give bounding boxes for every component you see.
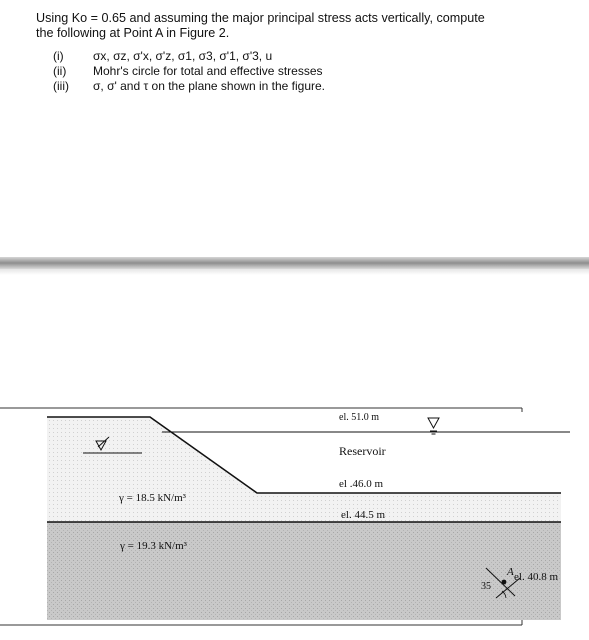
question-item	[53, 79, 556, 94]
item-number: (ii)	[53, 64, 67, 78]
item-text: σ, σ' and τ on the plane shown in the figure.	[93, 79, 325, 93]
unit-weight-upper: γ = 18.5 kN/m³	[119, 492, 186, 504]
item-text: Mohr's circle for total and effective stresses	[93, 64, 323, 78]
elevation-label-bed: el .46.0 m	[339, 478, 383, 490]
item-number: (iii)	[53, 79, 69, 93]
elevation-label-layer: el. 44.5 m	[341, 509, 385, 521]
elevation-label-top: el. 51.0 m	[339, 412, 379, 423]
reservoir-label: Reservoir	[339, 444, 386, 458]
question-intro-line-2: the following at Point A in Figure 2.	[36, 26, 230, 40]
lower-soil-layer	[47, 522, 561, 620]
point-a-label: A	[507, 566, 514, 578]
upper-soil-layer	[47, 417, 561, 522]
soil-profile-figure	[0, 395, 589, 640]
item-number: (i)	[53, 49, 64, 63]
angle-label: 35	[481, 581, 491, 592]
unit-weight-lower: γ = 19.3 kN/m³	[120, 540, 187, 552]
item-text: σx, σz, σ'x, σ'z, σ1, σ3, σ'1, σ'3, u	[93, 49, 273, 63]
question-item-list	[53, 49, 556, 94]
elevation-label-point: el. 40.8 m	[514, 571, 558, 583]
page-separator	[0, 257, 589, 269]
question-item	[53, 49, 556, 64]
question-text	[36, 11, 556, 94]
question-intro-line-1: Using Ko = 0.65 and assuming the major principal stress acts vertically, compute	[36, 11, 485, 25]
question-item	[53, 64, 556, 79]
page-separator-shadow	[0, 269, 589, 275]
